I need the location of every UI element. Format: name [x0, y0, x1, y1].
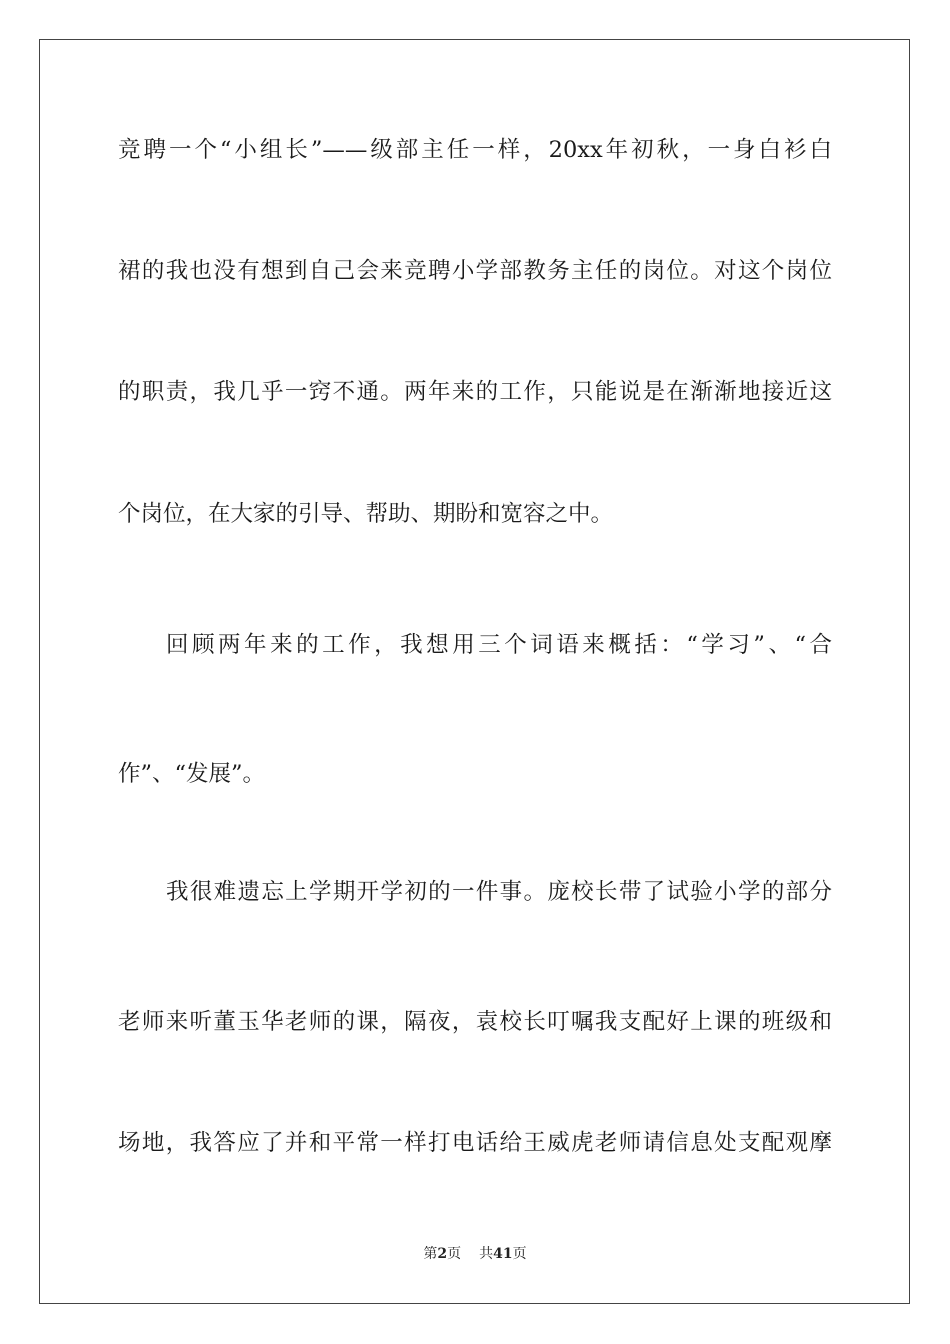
- text-line-7: 我很难遗忘上学期开学初的一件事。庞校长带了试验小学的部分: [166, 879, 832, 905]
- footer-page-suffix: 页: [447, 1246, 462, 1262]
- page-footer: [0, 1244, 950, 1264]
- text-line-6: 作”、“发展”。: [118, 761, 266, 787]
- text-line-2: 裙的我也没有想到自己会来竞聘小学部教务主任的岗位。对这个岗位: [118, 258, 832, 284]
- footer-page-number: 2: [437, 1246, 448, 1262]
- text-line-4: 个岗位，在大家的引导、帮助、期盼和宽容之中。: [118, 501, 614, 527]
- footer-total-pages: 41: [493, 1246, 513, 1262]
- text-line-3: 的职责，我几乎一窍不通。两年来的工作，只能说是在渐渐地接近这: [118, 379, 832, 405]
- page-border: [39, 39, 910, 1304]
- footer-total-prefix: 共: [479, 1246, 494, 1262]
- text-line-5: 回顾两年来的工作，我想用三个词语来概括：“学习”、“合: [166, 632, 832, 658]
- footer-page-prefix: 第: [423, 1246, 438, 1262]
- text-line-8: 老师来听董玉华老师的课，隔夜，袁校长叮嘱我支配好上课的班级和: [118, 1009, 832, 1035]
- text-line-9: 场地，我答应了并和平常一样打电话给王威虎老师请信息处支配观摩: [118, 1130, 832, 1156]
- text-line-1: 竞聘一个“小组长”——级部主任一样，20xx年初秋，一身白衫白: [118, 137, 832, 163]
- footer-total-suffix: 页: [512, 1246, 527, 1262]
